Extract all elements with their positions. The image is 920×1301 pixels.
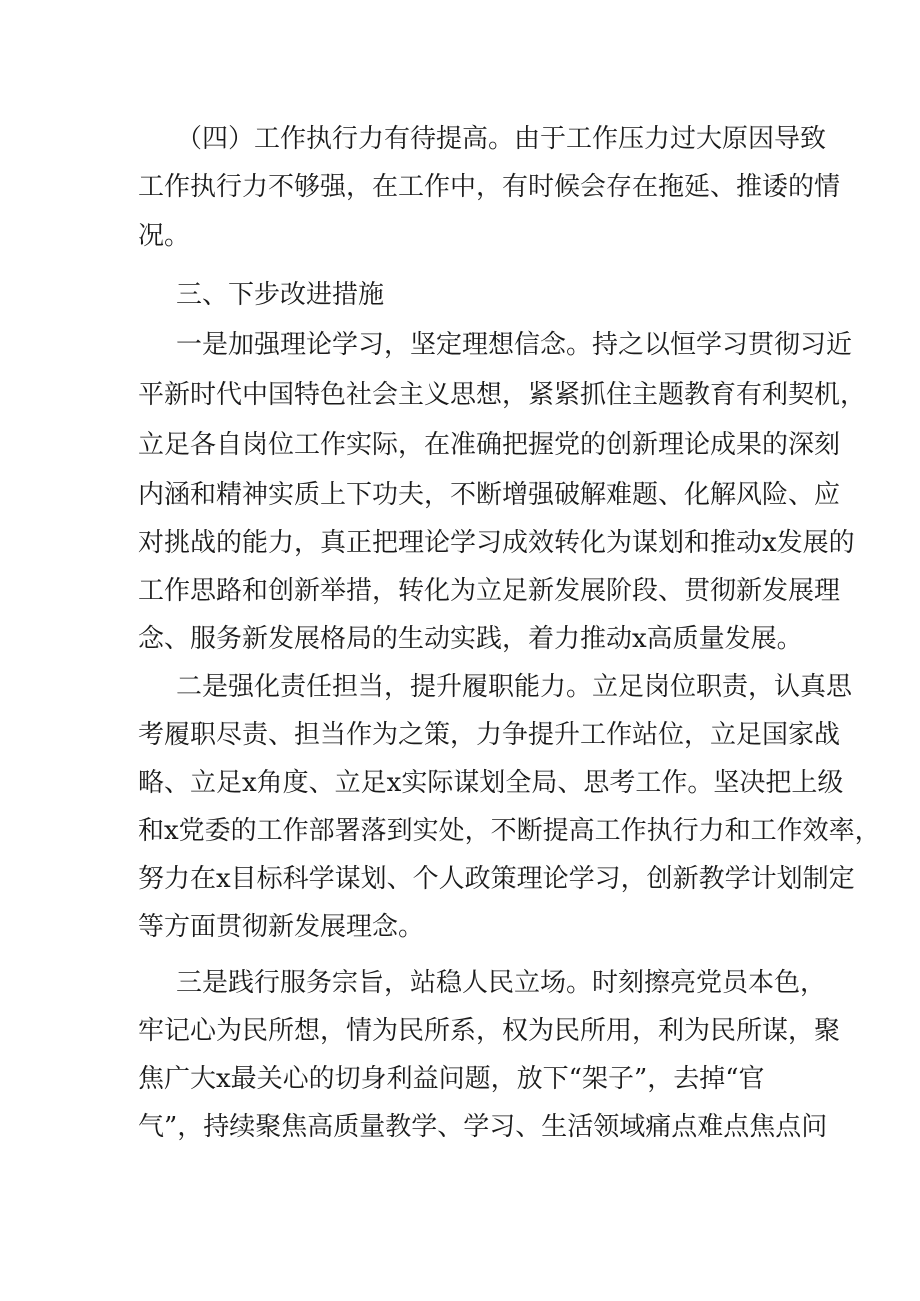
paragraph-line: 平新时代中国特色社会主义思想，紧紧抓住主题教育有利契机，: [138, 380, 867, 410]
paragraph-line: 努力在x目标科学谋划、个人政策理论学习，创新教学计划制定: [138, 864, 855, 894]
paragraph-line: 工作执行力不够强，在工作中，有时候会存在拖延、推诿的情: [138, 172, 841, 202]
paragraph-line: 气”，持续聚焦高质量教学、学习、生活领域痛点难点焦点问: [138, 1112, 828, 1142]
paragraph-line: 等方面贯彻新发展理念。: [138, 912, 425, 942]
paragraph-line: 念、服务新发展格局的生动实践，着力推动x高质量发展。: [138, 624, 803, 654]
paragraph-line: 况。: [138, 221, 191, 251]
paragraph-line: 略、立足x角度、立足x实际谋划全局、思考工作。坚决把上级: [138, 768, 844, 798]
paragraph-line: 对挑战的能力，真正把理论学习成效转化为谋划和推动x发展的: [138, 528, 855, 558]
section-heading: 三、下步改进措施: [176, 280, 385, 310]
paragraph-line: 考履职尽责、担当作为之策，力争提升工作站位，立足国家战: [138, 720, 841, 750]
paragraph-line: 三是践行服务宗旨，站稳人民立场。时刻擦亮党员本色，: [176, 968, 827, 998]
paragraph-line: 一是加强理论学习，坚定理想信念。持之以恒学习贯彻习近: [176, 330, 853, 360]
paragraph-line: （四）工作执行力有待提高。由于工作压力过大原因导致: [176, 124, 827, 154]
paragraph-line: 焦广大x最关心的切身利益问题，放下“架子”，去掉“官: [138, 1064, 765, 1094]
paragraph-line: 内涵和精神实质上下功夫，不断增强破解难题、化解风险、应: [138, 480, 841, 510]
paragraph-line: 牢记心为民所想，情为民所系，权为民所用，利为民所谋，聚: [138, 1016, 841, 1046]
paragraph-line: 工作思路和创新举措，转化为立足新发展阶段、贯彻新发展理: [138, 576, 841, 606]
paragraph-line: 二是强化责任担当，提升履职能力。立足岗位职责，认真思: [176, 672, 853, 702]
paragraph-line: 立足各自岗位工作实际，在准确把握党的创新理论成果的深刻: [138, 430, 841, 460]
paragraph-line: 和x党委的工作部署落到实处，不断提高工作执行力和工作效率，: [138, 816, 881, 846]
